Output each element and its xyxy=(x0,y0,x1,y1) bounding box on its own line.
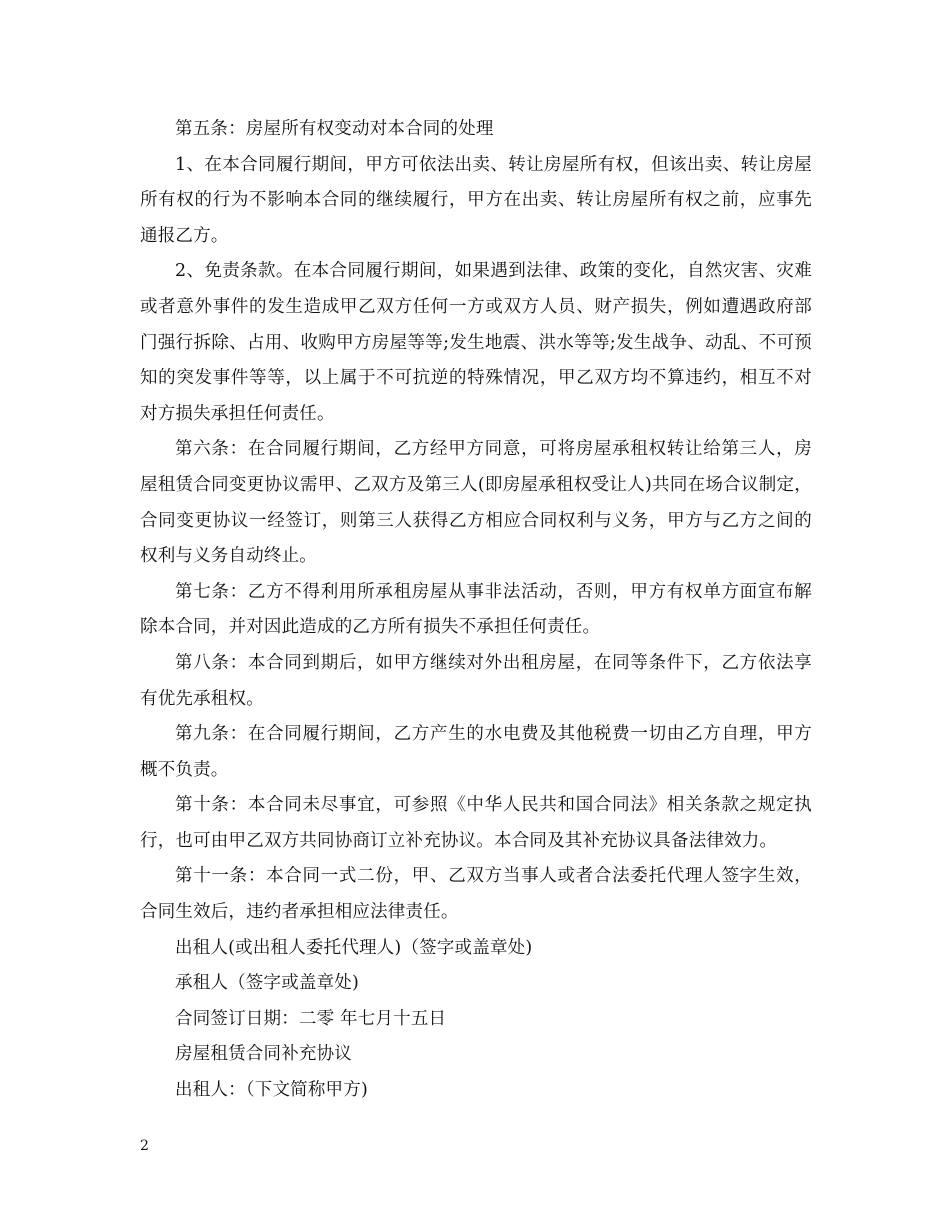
lessee-signature-line: 承租人（签字或盖章处) xyxy=(175,973,360,994)
supplementary-lessor-line: 出租人：（下文简称甲方) xyxy=(175,1080,368,1101)
signing-date-line: 合同签订日期：二零 年七月十五日 xyxy=(175,1008,447,1029)
article-7: 第七条：乙方不得利用所承租房屋从事非法活动，否则，甲方有权单方面宣布解除本合同，并对因此造成的乙方所有损失不承担任何责任。 xyxy=(140,581,812,638)
article-5-clause-2: 2、免责条款。在本合同履行期间，如果遇到法律、政策的变化，自然灾害、灾难或者意外事件的发生造成甲乙双方任何一方或双方人员、财产损失，例如遭遇政府部门强行拆除、占用、收购甲方房屋等等;发生地震、洪水等等;发生战争、动乱、不可预知的突发事件等等，以上属于不可抗逆的特殊情况，甲乙双方均不算违约，相互不对对方损失承担任何责任。 xyxy=(140,261,812,424)
article-8: 第八条：本合同到期后，如甲方继续对外出租房屋，在同等条件下，乙方依法享有优先承租权。 xyxy=(140,652,812,709)
article-11: 第十一条：本合同一式二份，甲、乙双方当事人或者合法委托代理人签字生效，合同生效后，违约者承担相应法律责任。 xyxy=(140,866,812,923)
article-9: 第九条：在合同履行期间，乙方产生的水电费及其他税费一切由乙方自理，甲方概不负责。 xyxy=(140,724,812,780)
article-5-clause-1: 1、在本合同履行期间，甲方可依法出卖、转让房屋所有权，但该出卖、转让房屋所有权的行为不影响本合同的继续履行，甲方在出卖、转让房屋所有权之前，应事先通报乙方。 xyxy=(140,154,812,246)
page-number: 2 xyxy=(140,1138,149,1154)
article-6: 第六条：在合同履行期间，乙方经甲方同意，可将房屋承租权转让给第三人，房屋租赁合同变更协议需甲、乙双方及第三人(即房屋承租权受让人)共同在场合议制定，合同变更协议一经签订，则第三人获得乙方相应合同权利与义务，甲方与乙方之间的权利与义务自动终止。 xyxy=(140,439,812,567)
article-5-heading: 第五条：房屋所有权变动对本合同的处理 xyxy=(175,119,494,139)
lessor-signature-line: 出租人(或出租人委托代理人)（签字或盖章处) xyxy=(175,937,533,958)
document-body xyxy=(140,112,812,1109)
supplementary-agreement-title: 房屋租赁合同补充协议 xyxy=(175,1044,352,1065)
article-10: 第十条：本合同未尽事宜，可参照《中华人民共和国合同法》相关条款之规定执行，也可由甲乙双方共同协商订立补充协议。本合同及其补充协议具备法律效力。 xyxy=(140,795,812,851)
